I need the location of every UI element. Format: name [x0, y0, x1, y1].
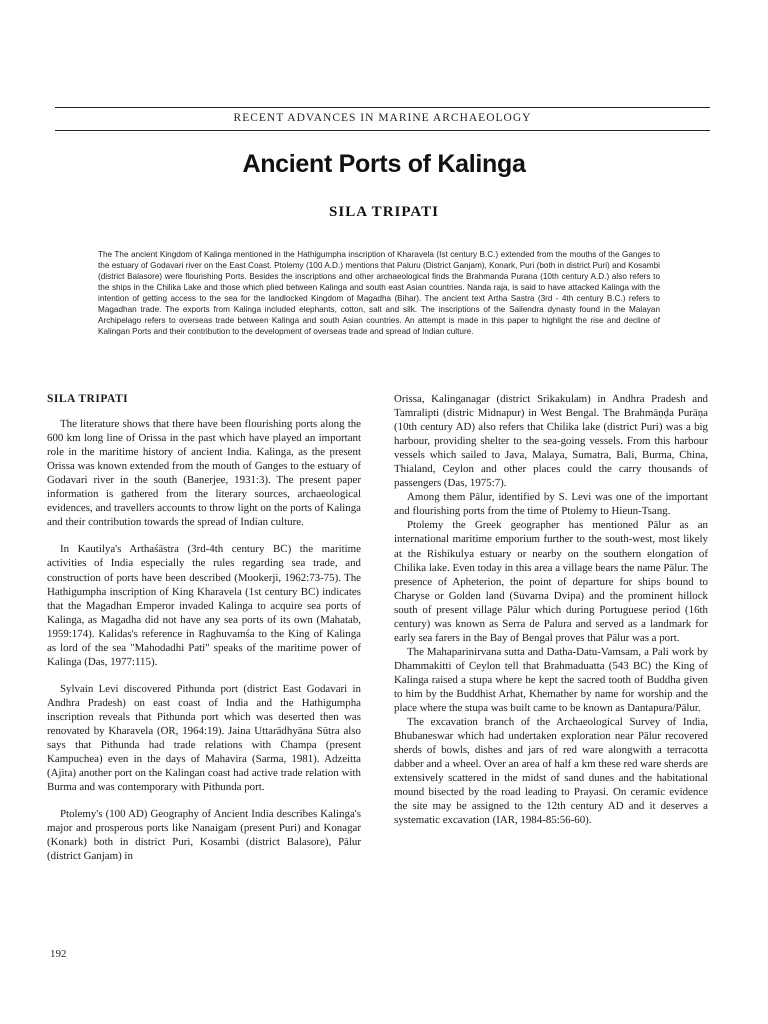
header-rule-top	[55, 107, 710, 108]
paragraph: Ptolemy's (100 AD) Geography of Ancient India describes Kalinga's major and prosperous ports like Nanaigam (present Puri) and Konagar (Konark) both in district Puri, Kosambi (district Balasore), Pālur (district Ganjam) in	[47, 808, 361, 863]
paragraph: The excavation branch of the Archaeological Survey of India, Bhubaneswar which had undertaken exploration near Pālur recovered sherds of bowls, dishes and jars of red ware alongwith a terracotta dabber and a wheel. Over an area of half a km these red ware sherds are extensively scattered in the midst of sand dunes and the habitational mound bisected by the road leading to Prayasi. On ceramic evidence the site may be assigned to the 12th century AD and it deserves a systematic excavation (IAR, 1984-85:56-60).	[394, 716, 708, 827]
abstract: The The ancient Kingdom of Kalinga mentioned in the Hathigumpha inscription of Kharavela (Ist century B.C.) extended from the mouths of the Ganges to the estuary of Godavari river on the East Coast. Ptolemy (100 A.D.) mentions that Paluru (District Ganjam), Konark, Puri (both in district Puri) and Kosambi (district Balasore) were flourishing Ports. Besides the inscriptions and other archaeological finds the Brahmanda Purana (10th century A.D.) also refers to the ships in the Chilika Lake and those which plied between Kalinga and south east Asian countries. Nanda raja, is said to have attacked Kalinga with the intention of getting access to the sea for the landlocked Kingdom of Magadha (Bihar). The ancient text Artha Sastra (3rd - 4th century B.C.) refers to Magadhan trade. The exports from Kalinga included elephants, cotton, salt and silk. The inscriptions of the Sailendra dynasty found in the Malayan Archipelago refers to overseas trade between Kalinga and south Asian countries. An attempt is made in this paper to highlight the rise and decline of Kalingan Ports and their contribution to the development of overseas trade and spread of Indian culture.	[98, 250, 660, 336]
paragraph: In Kautilya's Arthaśāstra (3rd-4th century BC) the maritime activities of India especially the rules regarding sea trade, and construction of ports have been described (Mookerji, 1962:73-75). The Hathigumpha inscription of King Kharavela (1st century BC) indicates that the Magadhan Emperor invaded Kalinga to acquire sea ports of Kalinga, as Magadha did not have any sea ports of its own (Mahatab, 1959:174). Kalidas's reference in Raghuvamśa to the King of Kalinga as lord of the sea "Mahodadhi Pati" speaks of the maritime power of Kalinga (Das, 1977:115).	[47, 543, 361, 668]
paragraph: Orissa, Kalinganagar (district Srikakulam) in Andhra Pradesh and Tamralipti (distric Midnapur) in West Bengal. The Brahmāṇḍa Purāṇa (10th century AD) also refers that Chilika lake (district Puri) was a big harbour, providing shelter to the sea-going vessels. From this harbour vessels which sailed to Java, Malaya, Sumatra, Bali, Burma, China, Thialand, Ceylon and other places could the carry thousands of passengers (Das, 1975:7).	[394, 393, 708, 490]
paragraph: Sylvain Levi discovered Pithunda port (district East Godavari in Andhra Pradesh) on east coast of India and the Hathigumpha inscription reveals that Pithunda port which was deserted then was renovated by Kharavela (OR, 1964:19). Jaina Uttarādhyāna Sūtra also says that Pithunda had trade relations with Champa (present Kampuchea) even in the days of Mahavira (Sarma, 1981). Adzeitta (Ajita) another port on the Kalingan coast had active trade relation with Burma and was contemporary with Pithunda port.	[47, 682, 361, 794]
article-author: SILA TRIPATI	[329, 204, 439, 220]
author-heading: SILA TRIPATI	[47, 393, 129, 405]
running-header: RECENT ADVANCES IN MARINE ARCHAEOLOGY	[233, 112, 532, 124]
paragraph: The literature shows that there have been flourishing ports along the 600 km long line of Orissa in the past which have played an important role in the maritime history of ancient India. Kalinga, as the present Orissa was known extended from the mouth of Ganges to the estuary of Godavari river in the south (Banerjee, 1931:3). The present paper information is gathered from the literary sources, archaeological evidences, and travellers accounts to throw light on the ports of Kalinga and their contribution towards the spread of Indian culture.	[47, 418, 361, 529]
paragraph: Ptolemy the Greek geographer has mentioned Pālur as an international maritime emporium further to the south-west, most likely at the Rishikulya estuary or nearby on the southern elongation of Chilika lake. Even today in this area a village bears the name Pālur. The presence of Apheterion, the point of departure for ships bound to Charyse or Golden land (Suvarna Dvipa) and the prominent hillock south of present village Pālur which during Portuguese period (16th century) was known as Serra de Palura and served as a landmark for early sea farers in the Bay of Bengal proves that Pālur was a port.	[394, 519, 708, 644]
article-title: Ancient Ports of Kalinga	[242, 150, 526, 178]
header-rule-bottom	[55, 130, 710, 131]
page-number: 192	[50, 948, 67, 960]
paragraph: Among them Pālur, identified by S. Levi was one of the important and flourishing ports from the time of Ptolemy to Hieun-Tsang.	[394, 491, 708, 518]
paragraph: The Mahaparinirvana sutta and Datha-Datu-Vamsam, a Pali work by Dhammakitti of Ceylon tell that Brahmaduatta (543 BC) the King of Kalinga raised a stupa where he kept the sacred tooth of Buddha given to him by the Buddhist Arhat, Khemather by name for worship and the place where the stupa was built came to be known as Dantapura/Pālur.	[394, 645, 708, 715]
left-column	[47, 392, 361, 863]
right-column	[394, 392, 708, 827]
